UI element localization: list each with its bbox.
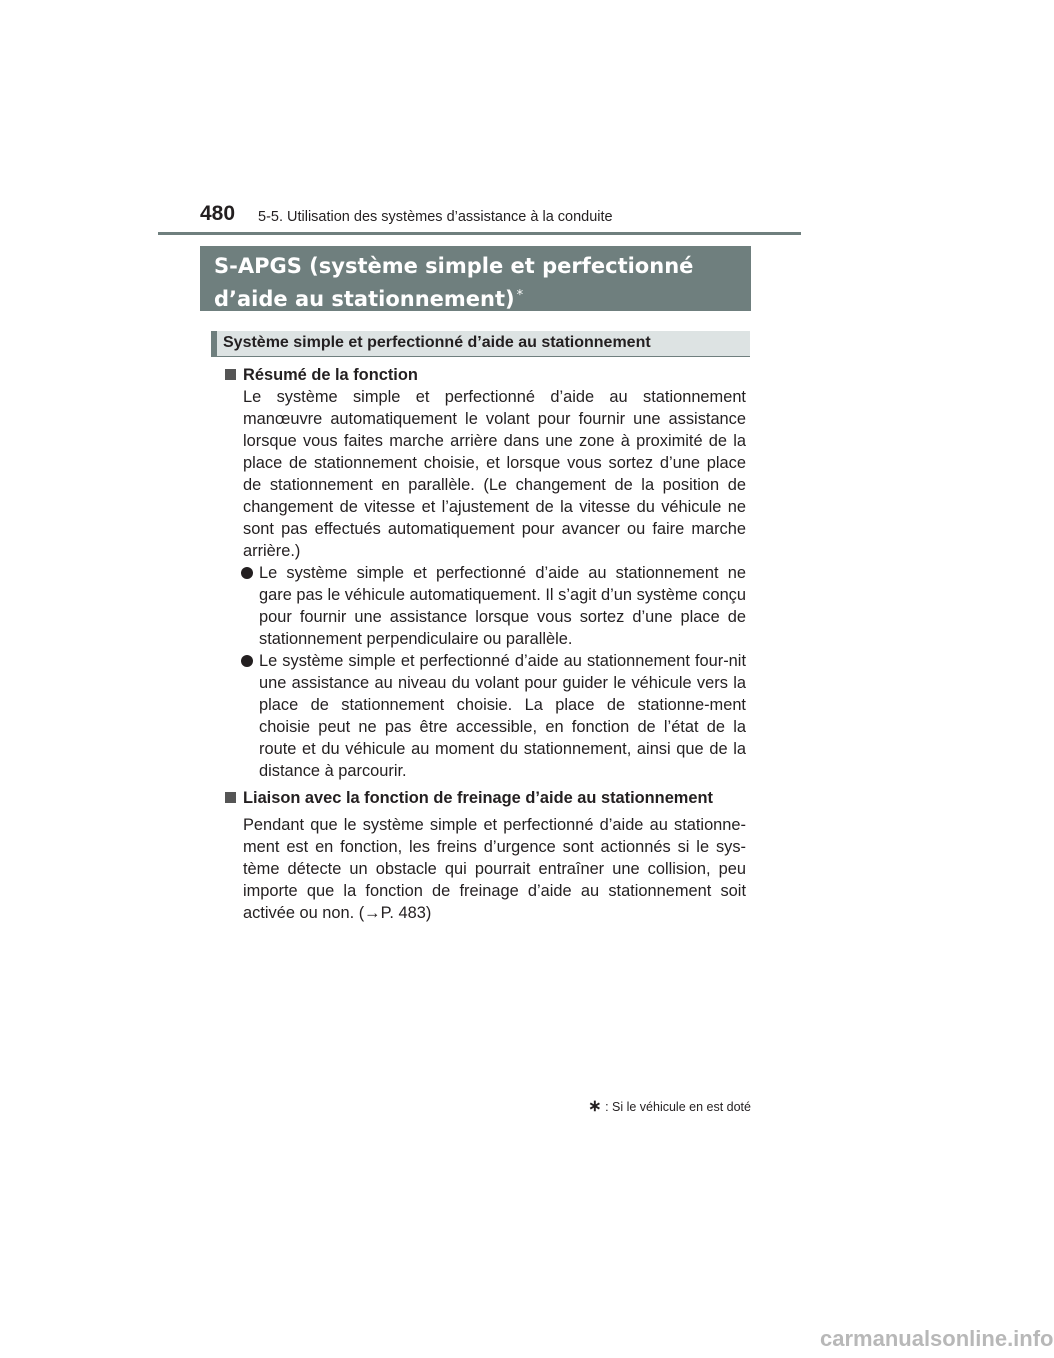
bullet-item [222,650,746,782]
title-line-2 [214,281,737,314]
subheading-text: Système simple et perfectionné d’aide au stationnement [223,334,651,351]
summary-heading-text: Résumé de la fonction [243,366,418,384]
link-heading-text: Liaison avec la fonction de freinage d’aide au stationnement [243,789,713,807]
page-title [200,246,751,311]
title-line-2-text: d’aide au stationnement) [214,287,515,311]
bullet-dot-icon [241,567,253,579]
square-bullet-icon [225,792,236,803]
title-line-1: S-APGS (système simple et perfectionné [214,254,694,278]
bullet-item [222,562,746,650]
watermark: carmanualsonline.info [820,1326,1054,1351]
title-asterisk: * [516,288,524,303]
subheading-accent-bar [211,331,217,356]
page-number: 480 [200,202,236,225]
link-heading [222,787,746,809]
link-paragraph: Pendant que le système simple et perfectionné d’aide au stationne-ment est en fonction, les freins d’urgence sont actionnés si le sys-tème détecte un obstacle qui pourrait entraîner une collision, peu importe que la fonction de freinage d’aide au stationnement soit activée ou non. (→P. 483) [243,816,746,922]
main-content [222,364,746,924]
footnote-text: : Si le véhicule en est doté [605,1100,751,1114]
bullet-text: Le système simple et perfectionné d’aide au stationnement ne gare pas le véhicule automatiquement. Il s’agit d’un système conçu pour fournir une assistance lorsque vous sortez d’une place de stationnement perpendiculaire ou parallèle. [259,564,746,648]
header-divider [158,232,801,235]
summary-paragraph: Le système simple et perfectionné d’aide au stationnement manœuvre automatiquement le volant pour fournir une assistance lorsque vous faites marche arrière dans une zone à proximité de la place de stationnement choisie, et lorsque vous sortez d’une place de stationnement en parallèle. (Le changement de la position de changement de vitesse et l’ajustement de la vitesse du véhicule ne sont pas effectués automatiquement pour avancer ou faire marche arrière.) [243,388,746,560]
asterisk-icon: ∗ [588,1098,602,1115]
bullet-text: Le système simple et perfectionné d’aide au stationnement four-nit une assistance au niveau du volant pour guider le véhicule vers la place de stationnement choisie. La place de stationne-ment choisie peut ne pas être accessible, en fonction de l’état de la route et du véhicule au moment du stationnement, ainsi que de la distance à parcourir. [259,652,746,780]
summary-heading [222,364,746,386]
bullet-dot-icon [241,655,253,667]
subheading [211,331,750,357]
footnote [577,1096,751,1116]
square-bullet-icon [225,369,236,380]
section-header: 5-5. Utilisation des systèmes d’assistance à la conduite [258,209,613,225]
